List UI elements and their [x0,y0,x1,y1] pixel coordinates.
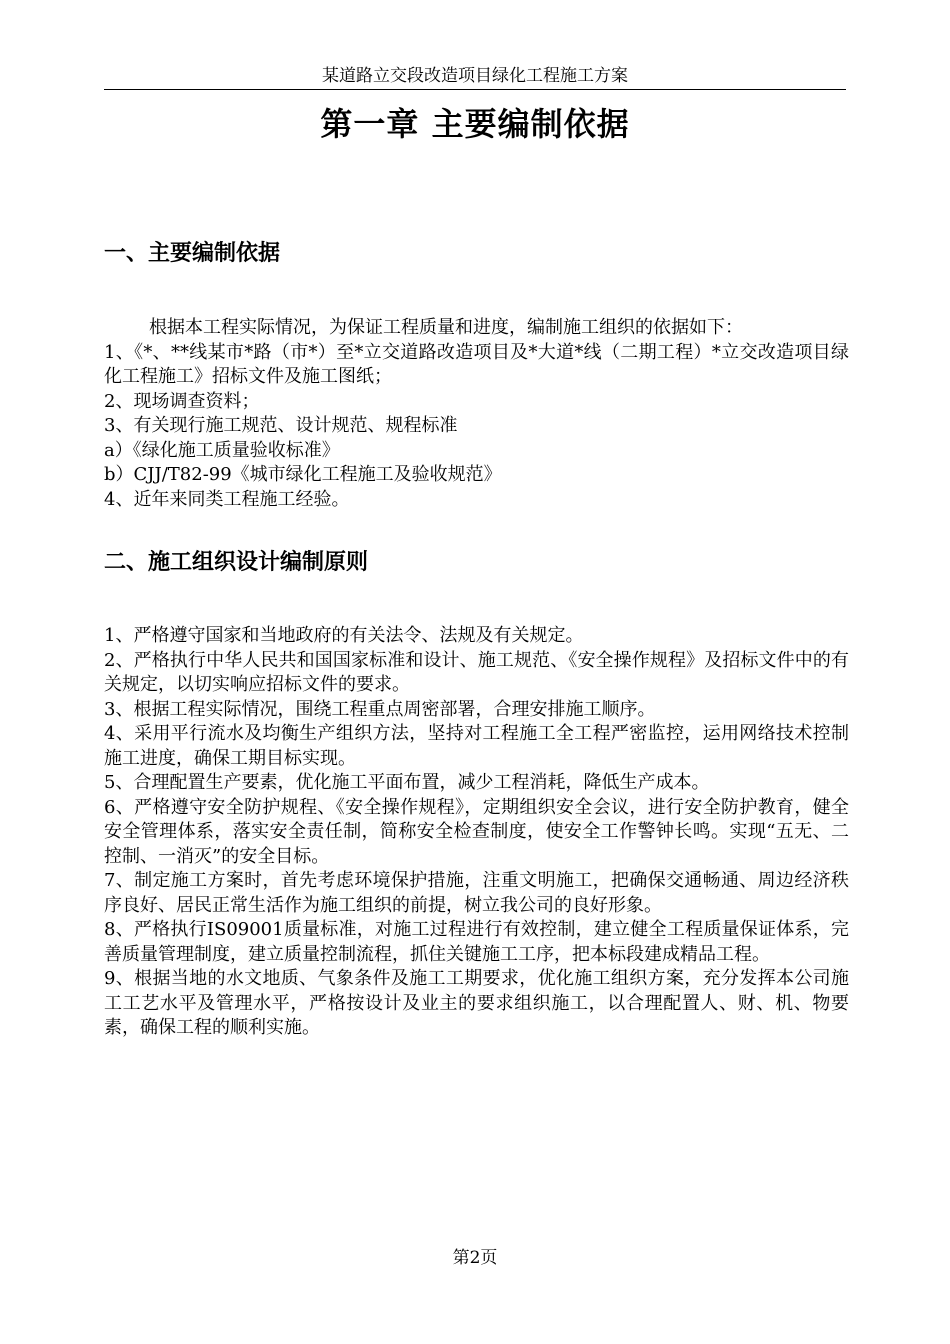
running-header: 某道路立交段改造项目绿化工程施工方案 [104,66,846,90]
section-heading-basis: 一、主要编制依据 [104,241,281,266]
basis-list [104,316,849,512]
principle-item: 8、严格执行IS09001质量标准，对施工过程进行有效控制，建立健全工程质量保证体系，完善质量管理制度，建立质量控制流程，抓住关键施工工序，把本标段建成精品工程。 [104,919,849,965]
principles-list [104,624,849,1041]
basis-item: 4、近年来同类工程施工经验。 [104,488,350,510]
principle-item: 7、制定施工方案时，首先考虑环境保护措施，注重文明施工，把确保交通畅通、周边经济秩序良好、居民正常生活作为施工组织的前提，树立我公司的良好形象。 [104,870,849,916]
basis-item: 3、有关现行施工规范、设计规范、规程标准 [104,415,458,436]
section-heading-principles: 二、施工组织设计编制原则 [104,550,369,575]
principle-item: 3、根据工程实际情况，围绕工程重点周密部署，合理安排施工顺序。 [104,698,656,720]
principle-item: 2、严格执行中华人民共和国国家标准和设计、施工规范、《安全操作规程》及招标文件中的有关规定，以切实响应招标文件的要求。 [104,649,849,695]
principle-item: 5、合理配置生产要素，优化施工平面布置，减少工程消耗，降低生产成本。 [104,772,710,793]
principle-item: 1、严格遵守国家和当地政府的有关法令、法规及有关规定。 [104,625,584,646]
basis-intro: 根据本工程实际情况，为保证工程质量和进度，编制施工组织的依据如下： [149,317,743,338]
principle-item: 6、严格遵守安全防护规程、《安全操作规程》，定期组织安全会议，进行安全防护教育，健全安全管理体系，落实安全责任制，简称安全检查制度，使安全工作警钟长鸣。实现“五无、二控制、一消灭”的安全目标。 [104,796,849,867]
page-number: 第2页 [452,1248,498,1268]
basis-item: a）《绿化施工质量验收标准》 [104,439,340,461]
basis-item: b）CJJ/T82-99《城市绿化工程施工及验收规范》 [104,464,502,485]
chapter-title: 第一章 主要编制依据 [320,105,630,143]
basis-item: 2、现场调查资料； [104,390,260,412]
basis-item: 1、《*、**线某市*路（市*）至*立交道路改造项目及*大道*线（二期工程）*立交改造项目绿化工程施工》招标文件及施工图纸； [104,341,849,387]
principle-item: 9、根据当地的水文地质、气象条件及施工工期要求，优化施工组织方案，充分发挥本公司施工工艺水平及管理水平，严格按设计及业主的要求组织施工，以合理配置人、财、机、物要素，确保工程的顺利实施。 [104,968,849,1038]
principle-item: 4、采用平行流水及均衡生产组织方法，坚持对工程施工全工程严密监控，运用网络技术控制施工进度，确保工期目标实现。 [104,723,849,769]
